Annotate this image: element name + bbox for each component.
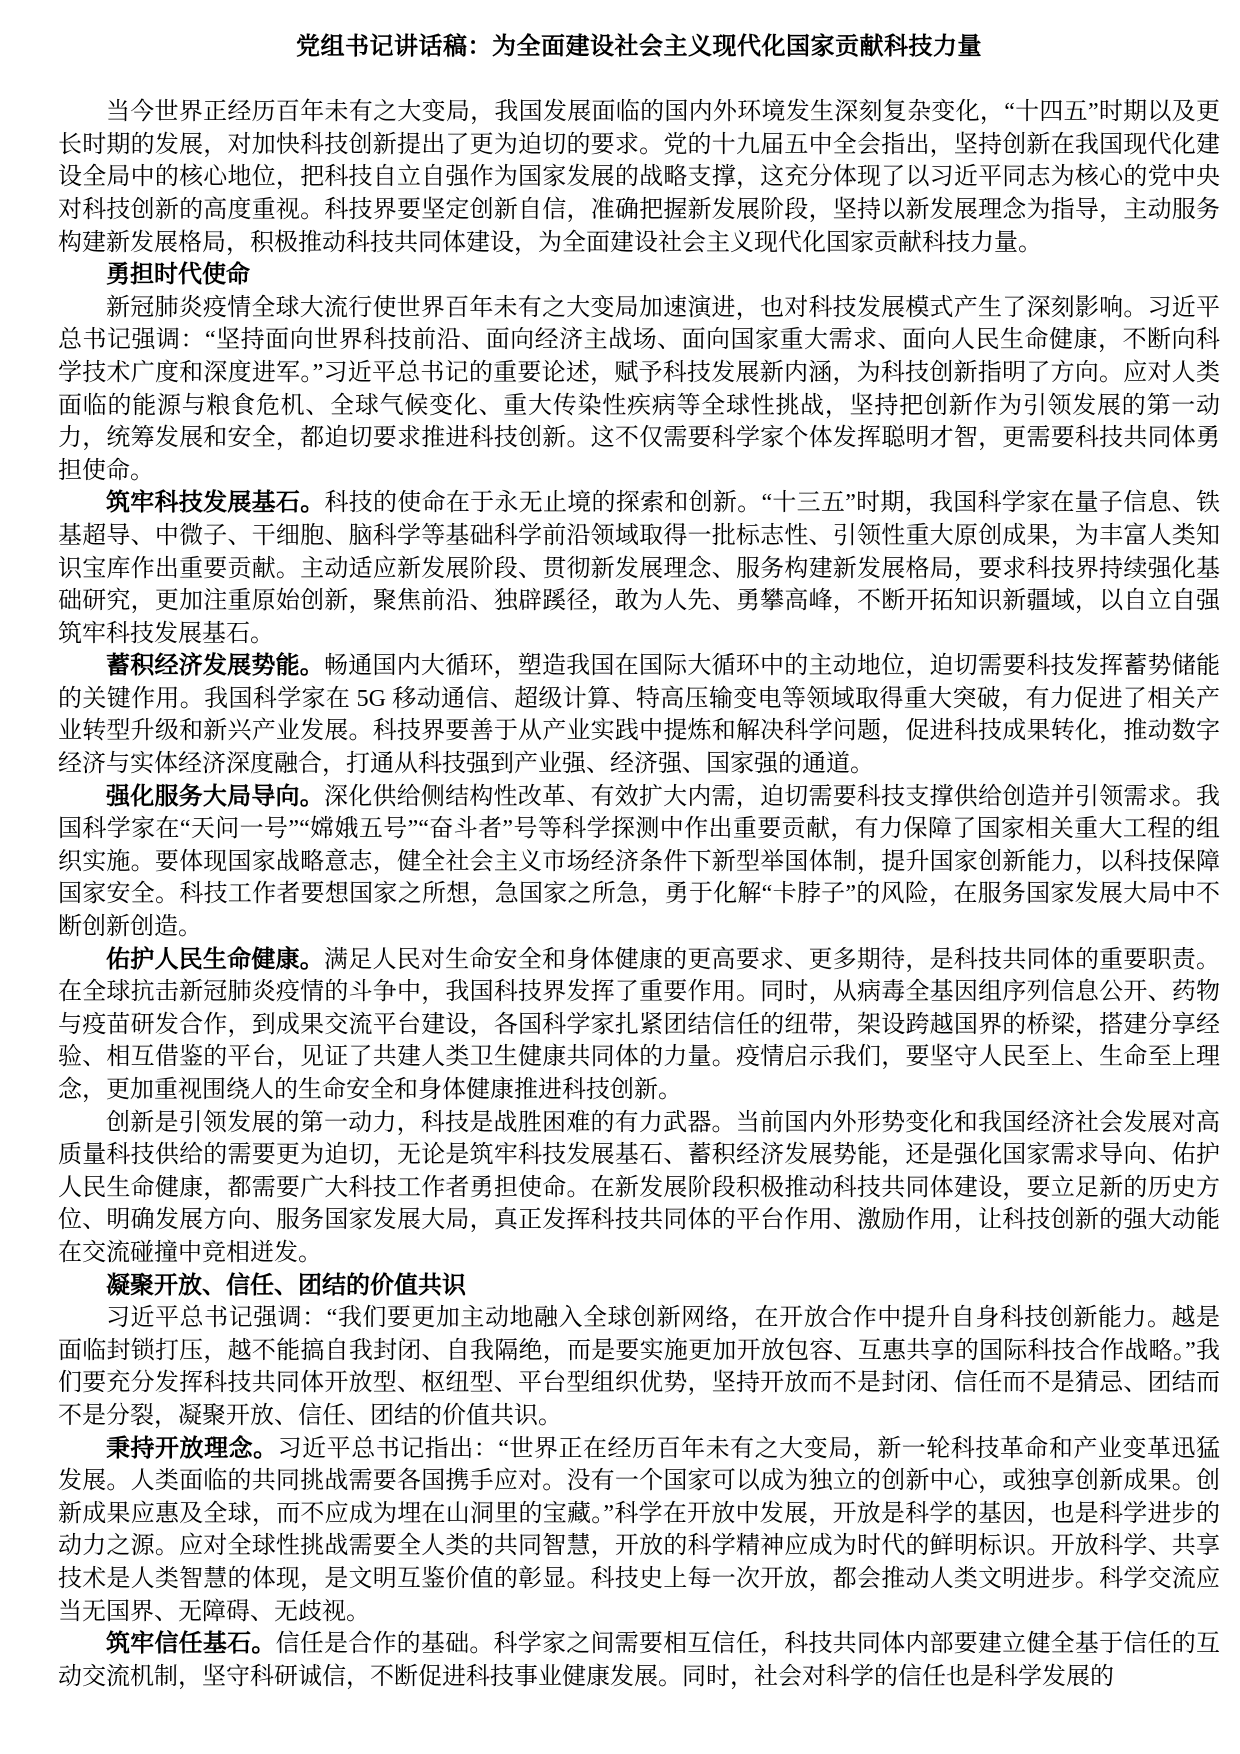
lead-in-economic-momentum: 蓄积经济发展势能。 [106, 652, 324, 680]
lead-in-open-concept: 秉持开放理念。 [106, 1434, 278, 1462]
paragraph-text: 习近平总书记指出：“世界正在经历百年未有之大变局，新一轮科技革命和产业变革迅猛发展。人类面临的共同挑战需要各国携手应对。没有一个国家可以成为独立的创新中心，或独享创新成果。创新成果应惠及全球，而不应成为埋在山洞里的宝藏。”科学在开放中发展，开放是科学的基因，也是科学进步的动力之源。应对全球性挑战需要全人类的共同智慧，开放的科学精神应成为时代的鲜明标识。开放科学、共享技术是人类智慧的体现，是文明互鉴价值的彰显。科技史上每一次开放，都会推动人类文明进步。科学交流应当无国界、无障碍、无歧视。 [58, 1435, 1221, 1625]
section-heading-mission: 勇担时代使命 [106, 261, 250, 289]
paragraph-trust-foundation [58, 1628, 1220, 1693]
document-title: 党组书记讲话稿：为全面建设社会主义现代化国家贡献科技力量 [296, 33, 982, 60]
paragraph-global-network: 习近平总书记强调：“我们要更加主动地融入全球创新网络，在开放合作中提升自身科技创新能力。越是面临封锁打压，越不能搞自我封闭、自我隔绝，而是要实施更加开放包容、互惠共享的国际科技合作战略。”我们要充分发挥科技共同体开放型、枢纽型、平台型组织优势，坚持开放而不是封闭、信任而不是猜忌、团结而不是分裂，凝聚开放、信任、团结的价值共识。 [58, 1305, 1220, 1429]
paragraph-open-concept [58, 1433, 1220, 1629]
paragraph-pandemic-mission: 新冠肺炎疫情全球大流行使世界百年未有之大变局加速演进，也对科技发展模式产生了深刻影响。习近平总书记强调：“坚持面向世界科技前沿、面向经济主战场、面向国家重大需求、面向人民生命健康，不断向科学技术广度和深度进军。”习近平总书记的重要论述，赋予科技发展新内涵，为科技创新指明了方向。应对人类面临的能源与粮食危机、全球气候变化、重大传染性疾病等全球性挑战，坚持把创新作为引领发展的第一动力，统筹发展和安全，都迫切要求推进科技创新。这不仅需要科学家个体发挥聪明才智，更需要科技共同体勇担使命。 [58, 294, 1220, 484]
lead-in-public-health: 佑护人民生命健康。 [106, 945, 324, 973]
paragraph-text: 畅通国内大循环，塑造我国在国际大循环中的主动地位，迫切需要科技发挥蓄势储能的关键作用。我国科学家在 5G 移动通信、超级计算、特高压输变电等领域取得重大突破，有力促进了相关产业转型升级和新兴产业发展。科技界要善于从产业实践中提炼和解决科学问题，促进科技成果转化，推动数字经济与实体经济深度融合，打通从科技强到产业强、经济强、国家强的通道。 [58, 653, 1220, 778]
paragraph-text: 深化供给侧结构性改革、有效扩大内需，迫切需要科技支撑供给创造并引领需求。我国科学家在“天问一号”“嫦娥五号”“奋斗者”号等科学探测中作出重要贡献，有力保障了国家相关重大工程的组织实施。要体现国家战略意志，健全社会主义市场经济条件下新型举国体制，提升国家创新能力，以科技保障国家安全。科技工作者要想国家之所想，急国家之所急，勇于化解“卡脖子”的风险，在服务国家发展大局中不断创新创造。 [58, 783, 1220, 941]
lead-in-tech-foundation: 筑牢科技发展基石。 [106, 489, 325, 517]
lead-in-trust-foundation: 筑牢信任基石。 [106, 1630, 276, 1658]
paragraph-text: 信任是合作的基础。科学家之间需要相互信任，科技共同体内部要建立健全基于信任的互动交流机制，坚守科研诚信，不断促进科技事业健康发展。同时，社会对科学的信任也是科学发展的 [58, 1631, 1221, 1690]
section-heading-consensus: 凝聚开放、信任、团结的价值共识 [106, 1271, 466, 1299]
paragraph-public-health [58, 944, 1220, 1107]
lead-in-national-priorities: 强化服务大局导向。 [106, 782, 324, 810]
paragraph-economic-momentum [58, 650, 1220, 780]
paragraph-national-priorities [58, 781, 1220, 944]
paragraph-text: 满足人民对生命安全和身体健康的更高要求、更多期待，是科技共同体的重要职责。在全球抗击新冠肺炎疫情的斗争中，我国科技界发挥了重要作用。同时，从病毒全基因组序列信息公开、药物与疫苗研发合作，到成果交流平台建设，各国科学家扎紧团结信任的纽带，架设跨越国界的桥梁，搭建分享经验、相互借鉴的平台，见证了共建人类卫生健康共同体的力量。疫情启示我们，要坚守人民至上、生命至上理念，更加重视围绕人的生命安全和身体健康推进科技创新。 [58, 946, 1220, 1103]
paragraph-text: 科技的使命在于永无止境的探索和创新。“十三五”时期，我国科学家在量子信息、铁基超导、中微子、干细胞、脑科学等基础科学前沿领域取得一批标志性、引领性重大原创成果，为丰富人类知识宝库作出重要贡献。主动适应新发展阶段、贯彻新发展理念、服务构建新发展格局，要求科技界持续强化基础研究，更加注重原始创新，聚焦前沿、独辟蹊径，敢为人先、勇攀高峰，不断开拓知识新疆域，以自立自强筑牢科技发展基石。 [58, 490, 1220, 647]
paragraph-intro: 当今世界正经历百年未有之大变局，我国发展面临的国内外环境发生深刻复杂变化，“十四五”时期以及更长时期的发展，对加快科技创新提出了更为迫切的要求。党的十九届五中全会指出，坚持创新在我国现代化建设全局中的核心地位，把科技自立自强作为国家发展的战略支撑，这充分体现了以习近平同志为核心的党中央对科技创新的高度重视。科技界要坚定创新自信，准确把握新发展阶段，坚持以新发展理念为指导，主动服务构建新发展格局，积极推动科技共同体建设，为全面建设社会主义现代化国家贡献科技力量。 [58, 99, 1220, 256]
paragraph-innovation-driver: 创新是引领发展的第一动力，科技是战胜困难的有力武器。当前国内外形势变化和我国经济社会发展对高质量科技供给的需要更为迫切，无论是筑牢科技发展基石、蓄积经济发展势能，还是强化国家需求导向、佑护人民生命健康，都需要广大科技工作者勇担使命。在新发展阶段积极推动科技共同体建设，要立足新的历史方位、明确发展方向、服务国家发展大局，真正发挥科技共同体的平台作用、激励作用，让科技创新的强大动能在交流碰撞中竞相迸发。 [58, 1109, 1220, 1266]
paragraph-tech-foundation [58, 487, 1220, 650]
